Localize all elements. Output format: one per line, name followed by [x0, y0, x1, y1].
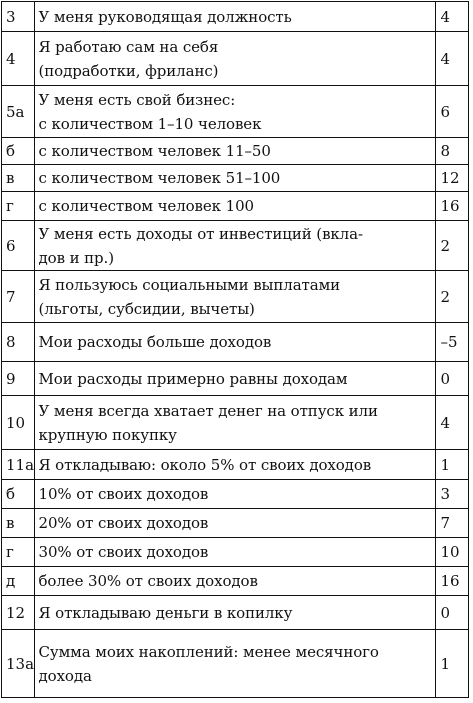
- statement-line: с количеством человек 11–50: [38, 142, 271, 160]
- statement-line: более 30% от своих доходов: [38, 572, 258, 590]
- row-number: г: [2, 538, 35, 567]
- statement-line: Я работаю сам на себя: [38, 37, 219, 56]
- table-row: [2, 567, 469, 596]
- row-points: 16: [436, 192, 469, 221]
- statement-line: с количеством человек 100: [38, 197, 254, 215]
- row-number: 9: [2, 362, 35, 396]
- row-points: 8: [436, 138, 469, 165]
- row-statement: [34, 2, 436, 32]
- table-row: [2, 323, 469, 362]
- statement-line: (льготы, субсидии, вычеты): [38, 299, 255, 318]
- table-row: [2, 396, 469, 450]
- row-points: 4: [436, 32, 469, 86]
- statement-line: 10% от своих доходов: [38, 485, 209, 503]
- row-number: 10: [2, 396, 35, 450]
- table-row: [2, 86, 469, 138]
- questionnaire-table: [1, 1, 469, 698]
- table-row: [2, 2, 469, 32]
- statement-line: Мои расходы больше доходов: [38, 333, 272, 351]
- row-statement: [34, 396, 436, 450]
- row-number: 3: [2, 2, 35, 32]
- statement-line: дохода: [38, 666, 92, 685]
- row-number: д: [2, 567, 35, 596]
- row-points: –5: [436, 323, 469, 362]
- row-statement: [34, 538, 436, 567]
- row-statement: [34, 630, 436, 698]
- table-row: [2, 596, 469, 630]
- statement-line: 20% от своих доходов: [38, 514, 209, 532]
- table-row: [2, 509, 469, 538]
- row-statement: [34, 450, 436, 480]
- row-number: 5а: [2, 86, 35, 138]
- row-points: 6: [436, 86, 469, 138]
- statement-line: дов и пр.): [38, 248, 114, 267]
- row-statement: [34, 138, 436, 165]
- row-points: 2: [436, 221, 469, 271]
- table-row: [2, 138, 469, 165]
- row-statement: [34, 221, 436, 271]
- row-statement: [34, 596, 436, 630]
- row-number: 13а: [2, 630, 35, 698]
- statement-line: У меня всегда хватает денег на отпуск или: [38, 401, 378, 420]
- table-row: [2, 192, 469, 221]
- row-points: 4: [436, 396, 469, 450]
- row-statement: [34, 362, 436, 396]
- row-statement: [34, 86, 436, 138]
- row-number: 6: [2, 221, 35, 271]
- row-points: 2: [436, 271, 469, 323]
- statement-line: крупную покупку: [38, 425, 177, 444]
- statement-line: Я пользуюсь социальными выплатами: [38, 275, 341, 294]
- table-row: [2, 630, 469, 698]
- table-row: [2, 221, 469, 271]
- row-number: 11а: [2, 450, 35, 480]
- statement-line: Сумма моих накоплений: менее месячного: [38, 642, 379, 661]
- row-number: 7: [2, 271, 35, 323]
- row-statement: [34, 165, 436, 192]
- row-points: 7: [436, 509, 469, 538]
- statement-line: У меня есть свой бизнес:: [38, 90, 236, 109]
- row-points: 1: [436, 450, 469, 480]
- row-statement: [34, 192, 436, 221]
- statement-line: Я откладываю: около 5% от своих доходов: [38, 455, 372, 474]
- statement-line: с количеством человек 51–100: [38, 169, 281, 187]
- row-number: 8: [2, 323, 35, 362]
- statement-line: (подработки, фриланс): [38, 61, 219, 80]
- row-statement: [34, 509, 436, 538]
- row-number: в: [2, 165, 35, 192]
- row-number: б: [2, 480, 35, 509]
- table-row: [2, 165, 469, 192]
- row-points: 10: [436, 538, 469, 567]
- row-points: 0: [436, 596, 469, 630]
- table-row: [2, 362, 469, 396]
- row-number: б: [2, 138, 35, 165]
- row-points: 16: [436, 567, 469, 596]
- statement-line: 30% от своих доходов: [38, 543, 209, 561]
- row-points: 0: [436, 362, 469, 396]
- table-row: [2, 32, 469, 86]
- table-row: [2, 538, 469, 567]
- row-statement: [34, 567, 436, 596]
- table-row: [2, 480, 469, 509]
- row-number: г: [2, 192, 35, 221]
- row-statement: [34, 271, 436, 323]
- row-statement: [34, 323, 436, 362]
- row-statement: [34, 32, 436, 86]
- row-points: 3: [436, 480, 469, 509]
- statement-line: Я откладываю деньги в копилку: [38, 603, 293, 622]
- statement-line: Мои расходы примерно равны доходам: [38, 369, 348, 388]
- row-points: 12: [436, 165, 469, 192]
- row-number: 12: [2, 596, 35, 630]
- row-number: в: [2, 509, 35, 538]
- row-statement: [34, 480, 436, 509]
- statement-line: У меня есть доходы от инвестиций (вкла-: [38, 224, 363, 243]
- table-row: [2, 271, 469, 323]
- statement-line: с количеством 1–10 человек: [38, 114, 262, 133]
- statement-line: У меня руководящая должность: [38, 7, 292, 26]
- row-points: 4: [436, 2, 469, 32]
- row-points: 1: [436, 630, 469, 698]
- table-row: [2, 450, 469, 480]
- row-number: 4: [2, 32, 35, 86]
